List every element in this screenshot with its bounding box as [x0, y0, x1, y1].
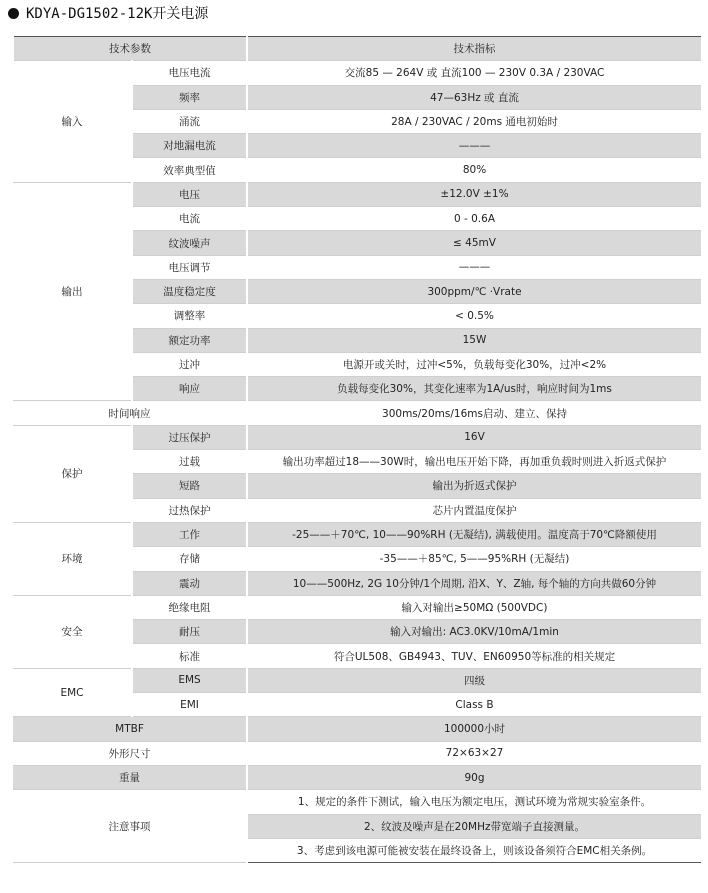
param-value: -25——＋70℃, 10——90%RH (无凝结), 满载使用。温度高于70℃降额使用: [247, 522, 701, 546]
note-item: 3、考虑到该电源可能被安装在最终设备上，则该设备须符合EMC相关条例。: [247, 838, 701, 862]
param-name: EMI: [132, 693, 247, 717]
note-item: 2、纹波及噪声是在20MHz带宽端子直接测量。: [247, 814, 701, 838]
document-title: [8, 2, 208, 24]
param-value: 16V: [247, 425, 701, 449]
category-safety: 安全: [13, 595, 132, 668]
param-name: 震动: [132, 571, 247, 595]
param-value: 300ms/20ms/16ms启动、建立、保持: [247, 401, 701, 425]
table-row: [13, 401, 701, 425]
param-value: 28A / 230VAC / 20ms 通电初始时: [247, 109, 701, 133]
param-value: 四级: [247, 668, 701, 692]
param-name: MTBF: [13, 717, 247, 741]
param-value: 300ppm/℃ ·Vrate: [247, 279, 701, 303]
category-emc: EMC: [13, 668, 132, 717]
param-name: 电压调节: [132, 255, 247, 279]
notes-label: 注意事项: [13, 790, 247, 863]
param-name: 短路: [132, 474, 247, 498]
param-value: 输出为折返式保护: [247, 474, 701, 498]
param-value: 80%: [247, 158, 701, 182]
param-name: 过压保护: [132, 425, 247, 449]
param-value: 电源开或关时，过冲<5%，负载每变化30%，过冲<2%: [247, 352, 701, 376]
param-name: 效率典型值: [132, 158, 247, 182]
param-name: 工作: [132, 522, 247, 546]
table-row: [13, 425, 701, 449]
param-value: 10——500Hz, 2G 10分钟/1个周期, 沿X、Y、Z轴, 每个轴的方向共做60分钟: [247, 571, 701, 595]
param-value: ≤ 45mV: [247, 231, 701, 255]
title-text: KDYA-DG1502-12K开关电源: [26, 6, 209, 22]
table-row: [13, 741, 701, 765]
param-value: 输入对输出: AC3.0KV/10mA/1min: [247, 620, 701, 644]
param-name: EMS: [132, 668, 247, 692]
table-row: [13, 765, 701, 789]
param-value: Class B: [247, 693, 701, 717]
param-value: ———: [247, 134, 701, 158]
table-row: [13, 668, 701, 692]
param-value: 90g: [247, 765, 701, 789]
table-row: [13, 790, 701, 814]
param-name: 额定功率: [132, 328, 247, 352]
param-name: 调整率: [132, 304, 247, 328]
spec-table: [12, 36, 701, 863]
param-value: -35——＋85℃, 5——95%RH (无凝结): [247, 547, 701, 571]
header-row: [13, 37, 701, 61]
param-name: 频率: [132, 85, 247, 109]
param-name: 过载: [132, 450, 247, 474]
param-name: 时间响应: [13, 401, 247, 425]
param-value: 72×63×27: [247, 741, 701, 765]
note-item: 1、规定的条件下测试，输入电压为额定电压，测试环境为常规实验室条件。: [247, 790, 701, 814]
param-name: 耐压: [132, 620, 247, 644]
header-param: 技术参数: [13, 37, 247, 61]
param-value: ±12.0V ±1%: [247, 182, 701, 206]
param-value: 15W: [247, 328, 701, 352]
param-value: 0 - 0.6A: [247, 207, 701, 231]
param-value: 符合UL508、GB4943、TUV、EN60950等标准的相关规定: [247, 644, 701, 668]
param-value: 输入对输出≥50MΩ (500VDC): [247, 595, 701, 619]
param-name: 纹波噪声: [132, 231, 247, 255]
param-name: 响应: [132, 377, 247, 401]
param-name: 过热保护: [132, 498, 247, 522]
bullet-dot-icon: [8, 8, 19, 19]
table-row: [13, 522, 701, 546]
param-value: 芯片内置温度保护: [247, 498, 701, 522]
param-value: < 0.5%: [247, 304, 701, 328]
param-name: 重量: [13, 765, 247, 789]
table-row: [13, 717, 701, 741]
table-row: [13, 61, 701, 85]
param-name: 电流: [132, 207, 247, 231]
param-name: 电压电流: [132, 61, 247, 85]
param-name: 对地漏电流: [132, 134, 247, 158]
param-value: ———: [247, 255, 701, 279]
header-spec: 技术指标: [247, 37, 701, 61]
param-value: 交流85 — 264V 或 直流100 — 230V 0.3A / 230VAC: [247, 61, 701, 85]
category-protection: 保护: [13, 425, 132, 522]
param-name: 过冲: [132, 352, 247, 376]
param-name: 电压: [132, 182, 247, 206]
param-name: 温度稳定度: [132, 279, 247, 303]
param-name: 标准: [132, 644, 247, 668]
param-name: 涌流: [132, 109, 247, 133]
category-environment: 环境: [13, 522, 132, 595]
category-output: 输出: [13, 182, 132, 401]
param-value: 100000小时: [247, 717, 701, 741]
param-value: 负载每变化30%，其变化速率为1A/us时，响应时间为1ms: [247, 377, 701, 401]
param-value: 47—63Hz 或 直流: [247, 85, 701, 109]
table-row: [13, 182, 701, 206]
table-row: [13, 595, 701, 619]
param-name: 绝缘电阻: [132, 595, 247, 619]
param-name: 外形尺寸: [13, 741, 247, 765]
category-input: 输入: [13, 61, 132, 182]
param-value: 输出功率超过18——30W时，输出电压开始下降，再加重负载时则进入折返式保护: [247, 450, 701, 474]
param-name: 存储: [132, 547, 247, 571]
